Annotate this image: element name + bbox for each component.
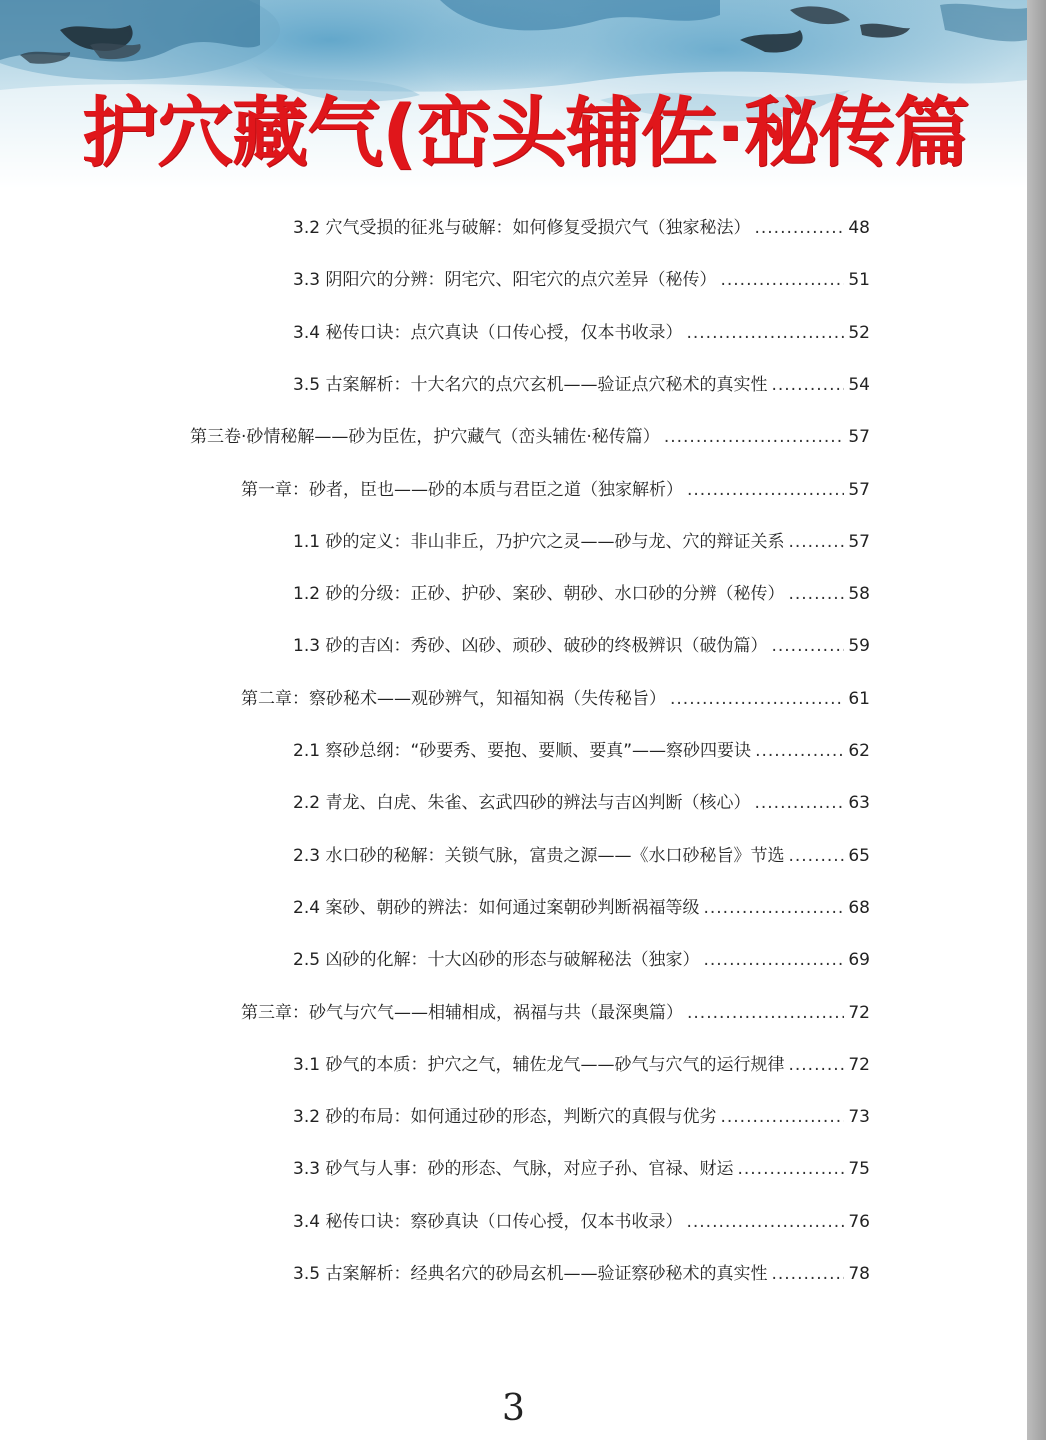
toc-entry-title: 3.5 古案解析：十大名穴的点穴玄机——验证点穴秘术的真实性 xyxy=(293,375,768,395)
toc-entry-page: 57 xyxy=(848,427,870,447)
toc-entry-page: 65 xyxy=(848,846,870,866)
toc-entry-title: 2.2 青龙、白虎、朱雀、玄武四砂的辨法与吉凶判断（核心） xyxy=(293,793,751,813)
toc-entry[interactable] xyxy=(293,579,870,609)
toc-dot-leader xyxy=(771,631,844,661)
toc-entry[interactable] xyxy=(293,1050,870,1080)
toc-entry[interactable] xyxy=(293,945,870,975)
toc-entry-title: 1.1 砂的定义：非山非丘，乃护穴之灵——砂与龙、穴的辩证关系 xyxy=(293,532,785,552)
toc-entry-title: 3.3 阴阳穴的分辨：阴宅穴、阳宅穴的点穴差异（秘传） xyxy=(293,270,717,290)
toc-entry-page: 51 xyxy=(848,270,870,290)
toc-entry-title: 3.5 古案解析：经典名穴的砂局玄机——验证察砂秘术的真实性 xyxy=(293,1264,768,1284)
toc-dot-leader xyxy=(788,579,844,609)
toc-entry[interactable] xyxy=(293,1102,870,1132)
toc-dot-leader xyxy=(754,213,844,243)
toc-entry-page: 73 xyxy=(848,1107,870,1127)
toc-entry-page: 72 xyxy=(848,1055,870,1075)
toc-dot-leader xyxy=(720,265,844,295)
toc-entry-page: 75 xyxy=(848,1159,870,1179)
toc-dot-leader xyxy=(687,475,844,505)
toc-entry-title: 3.4 秘传口诀：点穴真诀（口传心授，仅本书收录） xyxy=(293,323,683,343)
toc-entry-title: 2.4 案砂、朝砂的辨法：如何通过案朝砂判断祸福等级 xyxy=(293,898,700,918)
toc-entry-page: 48 xyxy=(848,218,870,238)
toc-entry[interactable] xyxy=(293,788,870,818)
page-number: 3 xyxy=(502,1388,525,1429)
toc-dot-leader xyxy=(737,1154,844,1184)
toc-entry[interactable] xyxy=(293,527,870,557)
toc-entry[interactable] xyxy=(241,475,870,505)
toc-dot-leader xyxy=(771,1259,844,1289)
toc-dot-leader xyxy=(664,422,845,452)
toc-entry[interactable] xyxy=(293,265,870,295)
toc-dot-leader xyxy=(771,370,844,400)
toc-entry-page: 78 xyxy=(848,1264,870,1284)
toc-entry-page: 62 xyxy=(848,741,870,761)
toc-dot-leader xyxy=(686,1207,844,1237)
toc-entry-page: 76 xyxy=(848,1212,870,1232)
toc-entry-page: 69 xyxy=(848,950,870,970)
toc-entry-title: 第一章：砂者，臣也——砂的本质与君臣之道（独家解析） xyxy=(241,480,683,500)
toc-entry[interactable] xyxy=(293,841,870,871)
toc-dot-leader xyxy=(703,945,844,975)
toc-entry[interactable] xyxy=(293,213,870,243)
toc-entry[interactable] xyxy=(293,1259,870,1289)
toc-entry-title: 3.2 砂的布局：如何通过砂的形态，判断穴的真假与优劣 xyxy=(293,1107,717,1127)
toc-dot-leader xyxy=(670,684,844,714)
toc-entry[interactable] xyxy=(293,631,870,661)
toc-dot-leader xyxy=(686,318,844,348)
toc-entry-page: 61 xyxy=(848,689,870,709)
toc-dot-leader xyxy=(703,893,844,923)
toc-dot-leader xyxy=(788,841,844,871)
toc-entry[interactable] xyxy=(293,318,870,348)
toc-entry-page: 72 xyxy=(848,1003,870,1023)
toc-entry[interactable] xyxy=(190,422,870,452)
toc-entry-title: 1.3 砂的吉凶：秀砂、凶砂、顽砂、破砂的终极辨识（破伪篇） xyxy=(293,636,768,656)
toc-entry-title: 2.1 察砂总纲：“砂要秀、要抱、要顺、要真”——察砂四要诀 xyxy=(293,741,752,761)
toc-entry[interactable] xyxy=(293,893,870,923)
banner-title: 护穴藏气(峦头辅佐·秘传篇 xyxy=(82,88,969,177)
toc-dot-leader xyxy=(788,527,844,557)
toc-entry-title: 2.5 凶砂的化解：十大凶砂的形态与破解秘法（独家） xyxy=(293,950,700,970)
toc-entry[interactable] xyxy=(241,998,870,1028)
toc-entry-page: 63 xyxy=(848,793,870,813)
toc-dot-leader xyxy=(754,788,844,818)
toc-entry-page: 57 xyxy=(848,480,870,500)
toc-entry[interactable] xyxy=(293,736,870,766)
toc-entry-title: 3.3 砂气与人事：砂的形态、气脉，对应子孙、官禄、财运 xyxy=(293,1159,734,1179)
toc-entry-title: 3.4 秘传口诀：察砂真诀（口传心授，仅本书收录） xyxy=(293,1212,683,1232)
toc-entry-page: 52 xyxy=(848,323,870,343)
toc-dot-leader xyxy=(720,1102,844,1132)
toc-entry[interactable] xyxy=(241,684,870,714)
toc-entry-page: 59 xyxy=(848,636,870,656)
toc-entry-page: 57 xyxy=(848,532,870,552)
toc-entry-title: 第三卷·砂情秘解——砂为臣佐，护穴藏气（峦头辅佐·秘传篇） xyxy=(190,427,660,447)
toc-entry-title: 3.2 穴气受损的征兆与破解：如何修复受损穴气（独家秘法） xyxy=(293,218,751,238)
toc-entry-page: 68 xyxy=(848,898,870,918)
toc-entry[interactable] xyxy=(293,1207,870,1237)
toc-entry-title: 3.1 砂气的本质：护穴之气，辅佐龙气——砂气与穴气的运行规律 xyxy=(293,1055,785,1075)
toc-dot-leader xyxy=(788,1050,844,1080)
toc-entry-title: 第三章：砂气与穴气——相辅相成，祸福与共（最深奥篇） xyxy=(241,1003,683,1023)
toc-entry-title: 2.3 水口砂的秘解：关锁气脉，富贵之源——《水口砂秘旨》节选 xyxy=(293,846,785,866)
scrollbar[interactable] xyxy=(1027,0,1046,1440)
toc-dot-leader xyxy=(755,736,844,766)
toc-entry-page: 54 xyxy=(848,375,870,395)
toc-entry[interactable] xyxy=(293,1154,870,1184)
header-banner xyxy=(0,0,1027,190)
toc-entry-page: 58 xyxy=(848,584,870,604)
toc-entry-title: 第二章：察砂秘术——观砂辨气，知福知祸（失传秘旨） xyxy=(241,689,666,709)
toc-dot-leader xyxy=(687,998,844,1028)
toc-entry-title: 1.2 砂的分级：正砂、护砂、案砂、朝砂、水口砂的分辨（秘传） xyxy=(293,584,785,604)
toc-entry[interactable] xyxy=(293,370,870,400)
